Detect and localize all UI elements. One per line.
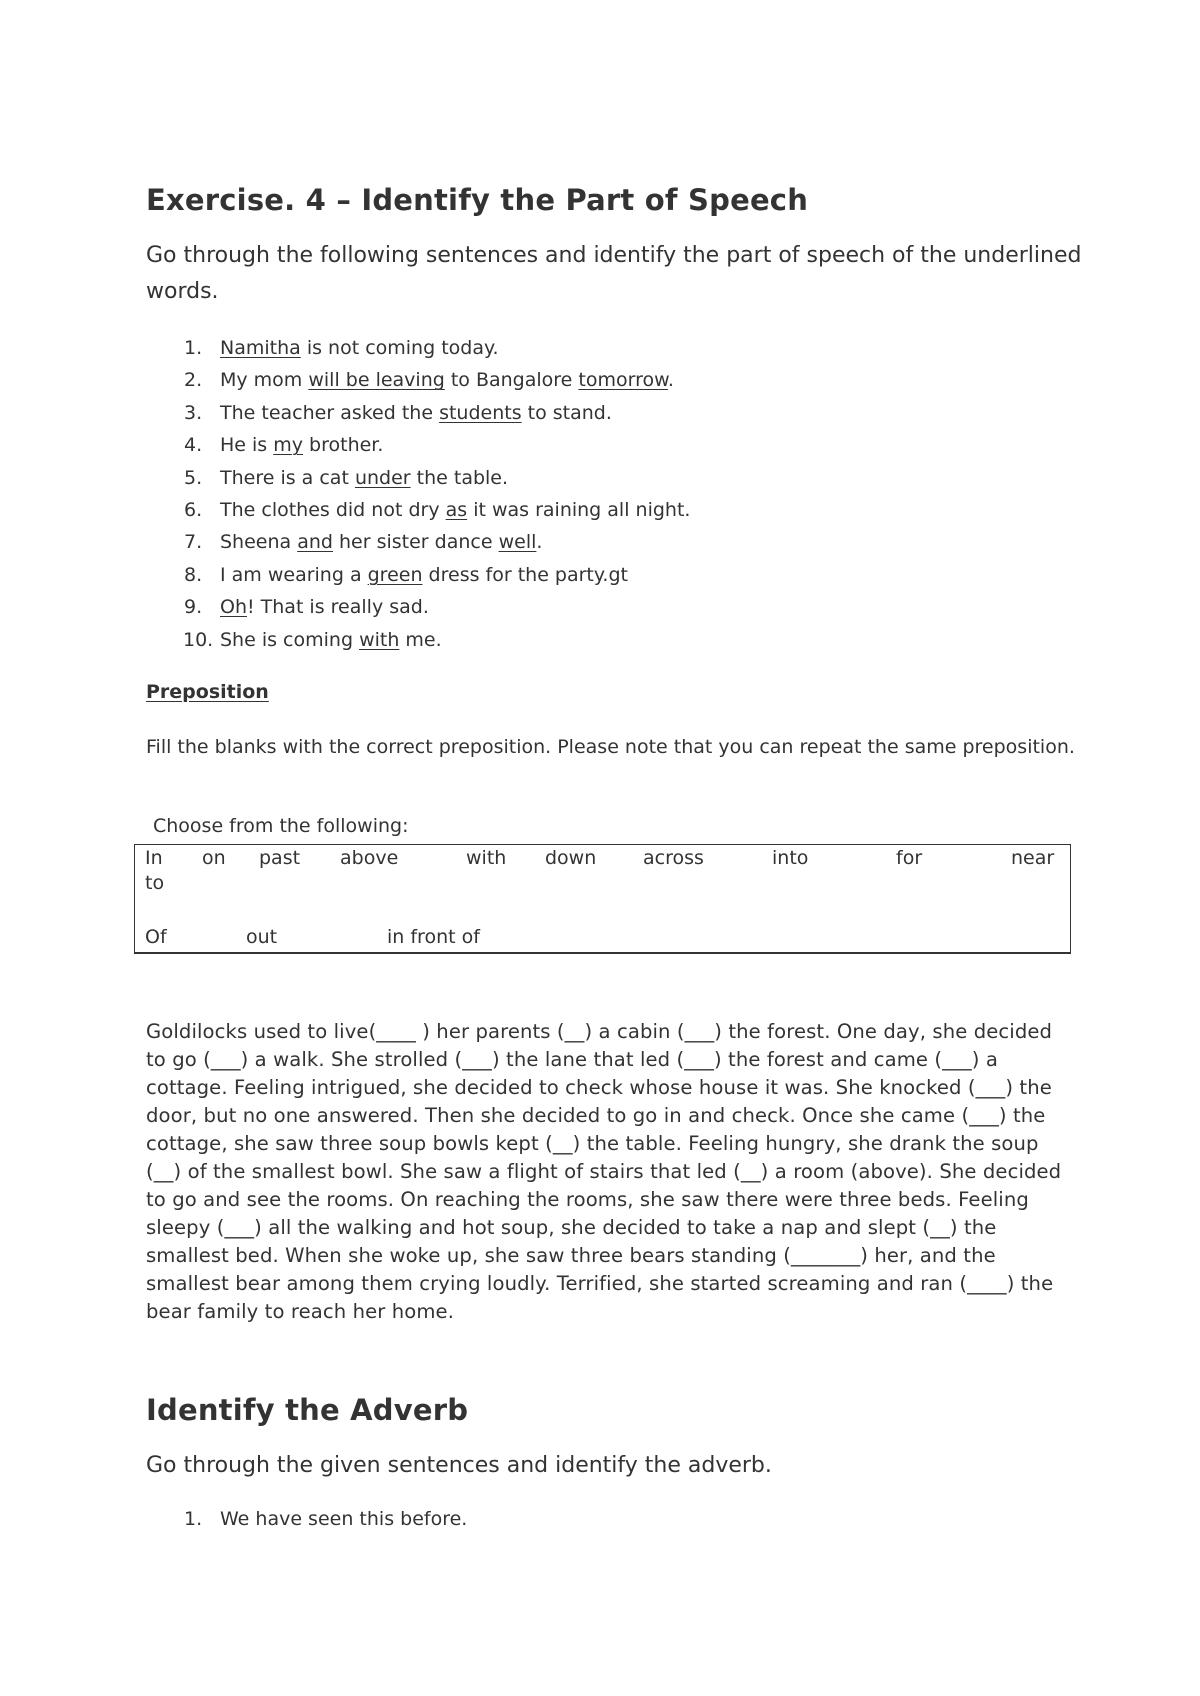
underlined-word: and: [297, 531, 333, 554]
list-item: [146, 462, 690, 494]
list-item: [146, 559, 690, 591]
adverb-instruction: Go through the given sentences and identify the adverb.: [146, 1453, 772, 1478]
list-number: 9.: [184, 596, 203, 619]
list-number: 3.: [184, 401, 203, 424]
word-bank-box: [134, 844, 1071, 954]
list-number: 4.: [184, 434, 203, 457]
word-bank-word: In: [145, 847, 163, 869]
sentence-text: Sheena: [220, 531, 298, 554]
sentence-text: The clothes did not dry: [220, 498, 446, 521]
word-bank-word: past: [259, 847, 301, 869]
sentence-text: brother.: [303, 434, 384, 457]
word-bank-word: for: [896, 847, 923, 869]
sentence-text: .: [667, 369, 674, 392]
sentence-text: The teacher asked the: [220, 401, 440, 424]
underlined-word: Oh: [220, 596, 247, 619]
list-number: 10.: [183, 628, 214, 651]
underlined-word: green: [367, 563, 423, 586]
underlined-word: my: [273, 434, 303, 457]
word-bank-word: across: [643, 847, 704, 869]
exercise-instruction: Go through the following sentences and identify the part of speech of the underlined words.: [146, 243, 1082, 304]
preposition-instruction: Fill the blanks with the correct preposition. Please note that you can repeat the same preposition.: [146, 736, 1075, 758]
sentence-text: She is coming: [220, 628, 360, 651]
sentence-text: ! That is really sad.: [247, 596, 429, 619]
list-item: [146, 364, 690, 396]
sentence-text: There is a cat: [220, 466, 355, 489]
word-bank-word: down: [545, 847, 597, 869]
word-bank-word: to: [145, 872, 165, 894]
underlined-word: as: [445, 498, 468, 521]
list-item: [146, 494, 690, 526]
exercise-list: [146, 332, 690, 656]
exercise-title: Exercise. 4 – Identify the Part of Speech: [146, 183, 809, 217]
sentence-text: dress for the party.gt: [422, 563, 628, 586]
list-item: [146, 591, 690, 623]
adverb-title: Identify the Adverb: [146, 1393, 469, 1427]
word-bank-word: on: [202, 847, 226, 869]
word-bank-word: in front of: [387, 926, 480, 948]
choose-label: Choose from the following:: [153, 815, 409, 837]
goldilocks-story: Goldilocks used to live(____ ) her parents (__) a cabin (___) the forest. One day, she decided to go (___) a walk. She strolled (___) the lane that led (___) the forest and came (___) a cottage. Feeling intrigued, she decided to check whose house it was. She knocked (___) the door, but no one answered. Then she decided to go in and check. Once she came (___) the cottage, she saw three soup bowls kept (__) the table. Feeling hungry, she drank the soup (__) of the smallest bowl. She saw a flight of stairs that led (__) a room (above). She decided to go and see the rooms. On reaching the rooms, she saw there were three beds. Feeling sleepy (___) all the walking and hot soup, she decided to take a nap and slept (__) the smallest bed. When she woke up, she saw three bears standing (_______) her, and the smallest bear among them crying loudly. Terrified, she started screaming and ran (____) the bear family to reach her home.: [146, 1020, 1062, 1323]
underlined-word: tomorrow: [578, 369, 668, 392]
sentence-text: the table.: [410, 466, 509, 489]
sentence-text: to stand.: [521, 401, 612, 424]
list-number: 8.: [184, 563, 203, 586]
sentence-text: her sister dance: [332, 531, 499, 554]
adverb-list: [146, 1503, 467, 1535]
sentence-text: me.: [399, 628, 442, 651]
underlined-word: students: [439, 401, 522, 424]
list-number: 1.: [184, 1508, 203, 1530]
list-number: 7.: [184, 531, 203, 554]
word-bank-word: with: [466, 847, 507, 869]
list-item: [146, 1503, 467, 1535]
word-bank-word: Of: [145, 926, 167, 948]
sentence-text: He is: [220, 434, 274, 457]
list-item: [146, 429, 690, 461]
sentence-text: it was raining all night.: [467, 498, 691, 521]
word-bank-word: into: [772, 847, 809, 869]
list-number: 2.: [184, 369, 203, 392]
underlined-word: under: [354, 466, 411, 489]
sentence-text: We have seen this before.: [220, 1508, 468, 1530]
sentence-text: to Bangalore: [444, 369, 579, 392]
sentence-text: I am wearing a: [220, 563, 368, 586]
list-item: [146, 332, 690, 364]
word-bank-word: out: [246, 926, 278, 948]
word-bank-word: near: [1011, 847, 1055, 869]
preposition-heading: Preposition: [146, 681, 269, 703]
sentence-text: is not coming today.: [300, 337, 499, 359]
word-bank-word: above: [340, 847, 399, 869]
underlined-word: will be leaving: [308, 369, 445, 392]
list-number: 5.: [184, 466, 203, 489]
list-number: 1.: [184, 337, 203, 359]
list-item: [146, 397, 690, 429]
list-item: [146, 526, 690, 558]
sentence-text: .: [536, 531, 543, 554]
underlined-word: Namitha: [220, 337, 301, 359]
underlined-word: with: [359, 628, 400, 651]
list-number: 6.: [184, 498, 203, 521]
list-item: [146, 624, 690, 656]
sentence-text: My mom: [220, 369, 309, 392]
underlined-word: well: [498, 531, 537, 554]
